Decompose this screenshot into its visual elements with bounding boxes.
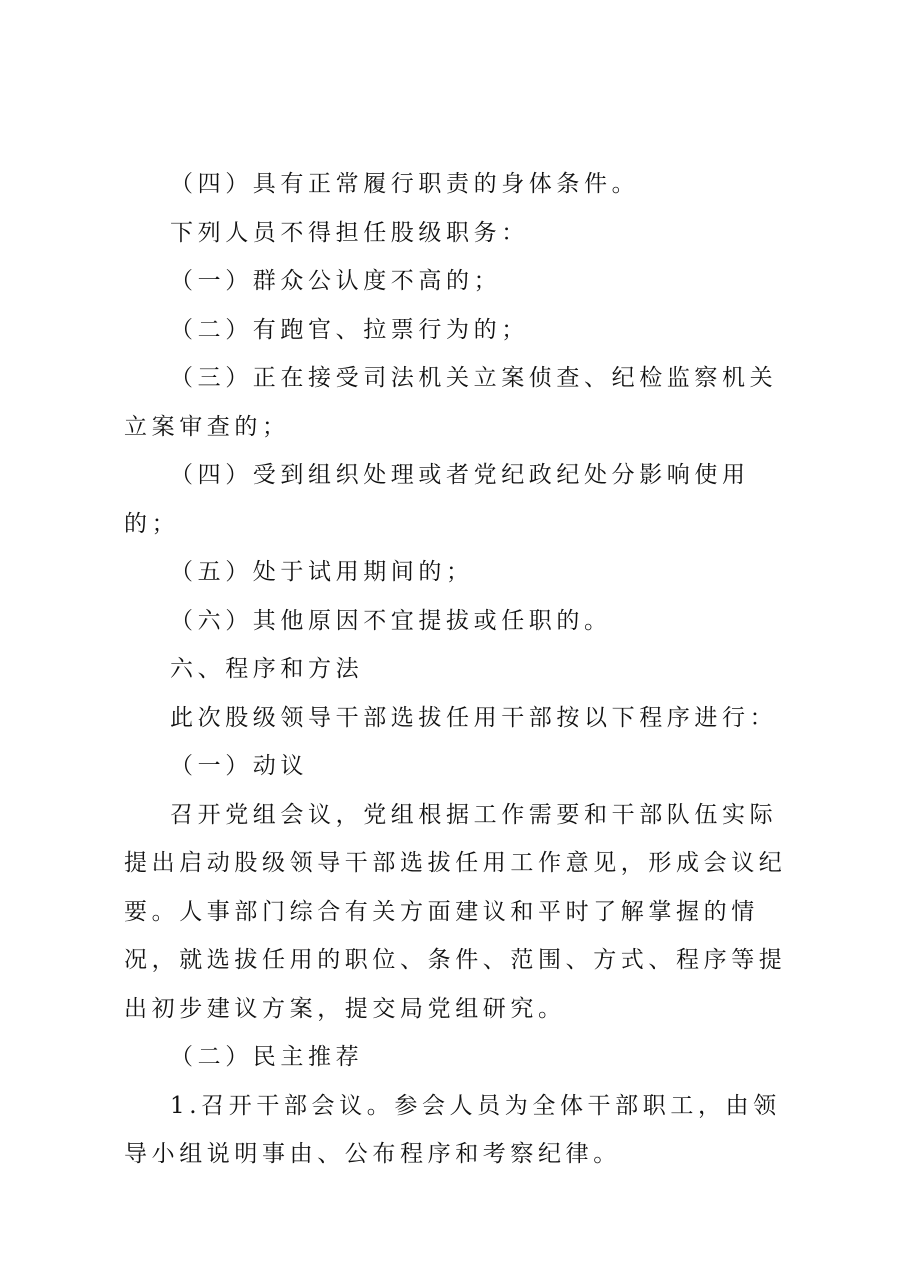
paragraph-disqualified-2: （二）有跑官、拉票行为的； (170, 316, 529, 343)
section-heading-procedure: 六、程序和方法 (170, 656, 364, 682)
paragraph-disqualified-3: （三）正在接受司法机关立案侦查、纪检监察机关立案审查的； (124, 365, 778, 440)
paragraph-disqualified-6: （六）其他原因不宜提拔或任职的。 (170, 607, 612, 634)
paragraph-disqualified-1: （一）群众公认度不高的； (170, 268, 502, 294)
paragraph-disqualified-5: （五）处于试用期间的； (170, 559, 474, 585)
subheading-democratic-recommendation: （二）民主推荐 (170, 1044, 364, 1070)
paragraph-disqualified-intro: 下列人员不得担任股级职务： (170, 219, 529, 246)
paragraph-health-condition: （四）具有正常履行职责的身体条件。 (170, 171, 640, 197)
paragraph-motion-detail: 召开党组会议，党组根据工作需要和干部队伍实际提出启动股级领导干部选拔任用工作意见，形成会议纪要。人事部门综合有关方面建议和平时了解掌握的情况，就选拔任用的职位、条件、范围、方式、程序等提出初步建议方案，提交局党组研究。 (124, 801, 787, 1022)
paragraph-procedure-intro: 此次股级领导干部选拔任用干部按以下程序进行： (170, 704, 778, 731)
subheading-motion: （一）动议 (170, 753, 308, 779)
paragraph-cadre-meeting: 1.召开干部会议。参会人员为全体干部职工，由领导小组说明事由、公布程序和考察纪律。 (124, 1092, 781, 1167)
paragraph-disqualified-4: （四）受到组织处理或者党纪政纪处分影响使用的； (124, 462, 750, 537)
document-body (124, 160, 789, 1179)
